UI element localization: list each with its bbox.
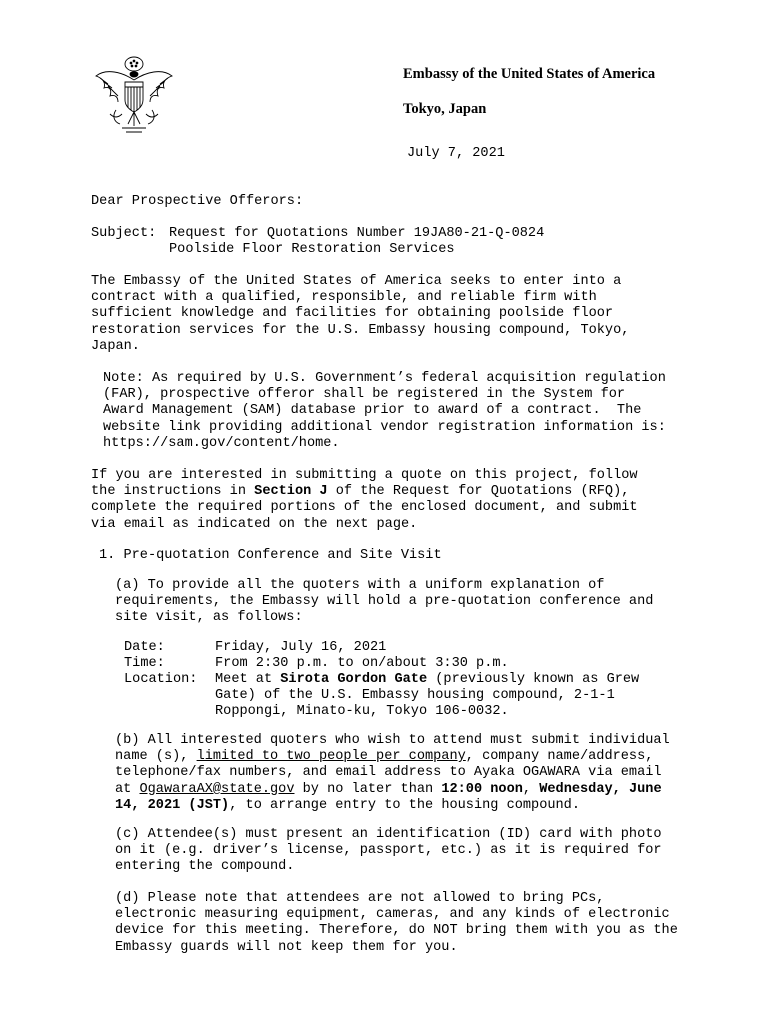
paragraph-d <box>115 891 678 956</box>
sam-note <box>103 371 666 452</box>
paragraph-b-text: , company name/address, <box>465 749 654 765</box>
deadline-date: Wednesday, June <box>539 781 662 797</box>
paragraph-b-line: telephone/fax numbers, and email address to Ayaka OGAWARA via email <box>115 765 662 781</box>
intro-line: sufficient knowledge and facilities for obtaining poolside floor <box>91 306 614 322</box>
letter-date: July 7, 2021 <box>407 146 505 161</box>
paragraph-b-text: by no later than <box>294 781 442 797</box>
location-text: Meet at <box>215 672 281 687</box>
deadline-time: 12:00 noon <box>441 781 523 797</box>
paragraph-a-line: site visit, as follows: <box>115 610 303 626</box>
instructions-line: If you are interested in submitting a quote on this project, follow <box>91 468 638 483</box>
instructions-text: the instructions in <box>91 484 255 500</box>
embassy-location: Tokyo, Japan <box>403 101 487 117</box>
date-label: Date: <box>124 640 165 655</box>
note-line: Note: As required by U.S. Government’s federal acquisition regulation <box>103 371 666 386</box>
subject-line-2: Poolside Floor Restoration Services <box>169 242 455 257</box>
note-line: website link providing additional vendor registration information is: <box>103 419 666 435</box>
salutation: Dear Prospective Offerors: <box>91 194 304 209</box>
paragraph-c-line: entering the compound. <box>115 859 295 875</box>
location-line: Gate) of the U.S. Embassy housing compound, 2-1-1 <box>215 688 615 704</box>
intro-line: The Embassy of the United States of America seeks to enter into a <box>91 274 622 289</box>
location-value <box>215 672 639 721</box>
gate-name: Sirota Gordon Gate <box>280 672 428 687</box>
location-line: Roppongi, Minato-ku, Tokyo 106-0032. <box>215 704 509 720</box>
intro-paragraph <box>91 274 629 355</box>
paragraph-d-line: Embassy guards will not keep them for you. <box>115 939 458 955</box>
location-text: (previously known as Grew <box>427 672 640 687</box>
paragraph-b-text: , to arrange entry to the housing compound. <box>229 797 580 813</box>
intro-line: restoration services for the U.S. Embassy housing compound, Tokyo, <box>91 322 630 338</box>
paragraph-a-line: requirements, the Embassy will hold a pre-quotation conference and <box>115 594 654 610</box>
time-value: From 2:30 p.m. to on/about 3:30 p.m. <box>215 656 509 671</box>
paragraph-d-line: electronic measuring equipment, cameras, and any kinds of electronic <box>115 907 670 923</box>
us-great-seal-icon <box>92 54 176 138</box>
note-line: (FAR), prospective offeror shall be registered in the System for <box>103 387 626 403</box>
instructions-line: complete the required portions of the enclosed document, and submit <box>91 500 638 516</box>
instructions-text: of the Request for Quotations (RFQ), <box>327 484 630 500</box>
paragraph-d-line: (d) Please note that attendees are not allowed to bring PCs, <box>115 891 605 906</box>
intro-line: Japan. <box>91 338 140 354</box>
paragraph-b-text: at <box>115 781 140 797</box>
paragraph-b-text: , <box>522 781 540 797</box>
section-1-heading: 1. Pre-quotation Conference and Site Visit <box>99 548 442 563</box>
subject-label: Subject: <box>91 226 157 241</box>
paragraph-c-line: (c) Attendee(s) must present an identification (ID) card with photo <box>115 827 662 842</box>
instructions-paragraph <box>91 468 638 533</box>
paragraph-a-line: (a) To provide all the quoters with a uniform explanation of <box>115 578 605 593</box>
contact-email-link[interactable]: OgawaraAX@state.gov <box>139 781 295 797</box>
date-value: Friday, July 16, 2021 <box>215 640 387 655</box>
paragraph-c <box>115 827 662 876</box>
paragraph-b-line: (b) All interested quoters who wish to attend must submit individual <box>115 733 670 748</box>
paragraph-b <box>115 733 670 814</box>
time-label: Time: <box>124 656 165 671</box>
attendee-limit: limited to two people per company <box>196 749 466 765</box>
paragraph-c-line: on it (e.g. driver’s license, passport, etc.) as it is required for <box>115 843 662 859</box>
note-line sam-link: https://sam.gov/content/home. <box>103 435 340 451</box>
paragraph-a <box>115 578 653 627</box>
embassy-name: Embassy of the United States of America <box>403 66 656 82</box>
paragraph-b-text: name (s), <box>115 749 197 765</box>
intro-line: contract with a qualified, responsible, and reliable firm with <box>91 290 597 306</box>
subject-line-1: Request for Quotations Number 19JA80-21-Q-0824 <box>169 226 545 241</box>
section-j-reference: Section J <box>254 484 328 500</box>
paragraph-d-line: device for this meeting. Therefore, do NOT bring them with you as the <box>115 923 678 939</box>
note-line: Award Management (SAM) database prior to award of a contract. The <box>103 403 642 419</box>
instructions-line: via email as indicated on the next page. <box>91 516 418 532</box>
location-label: Location: <box>124 672 198 687</box>
deadline-date-cont: 14, 2021 (JST) <box>115 797 230 813</box>
